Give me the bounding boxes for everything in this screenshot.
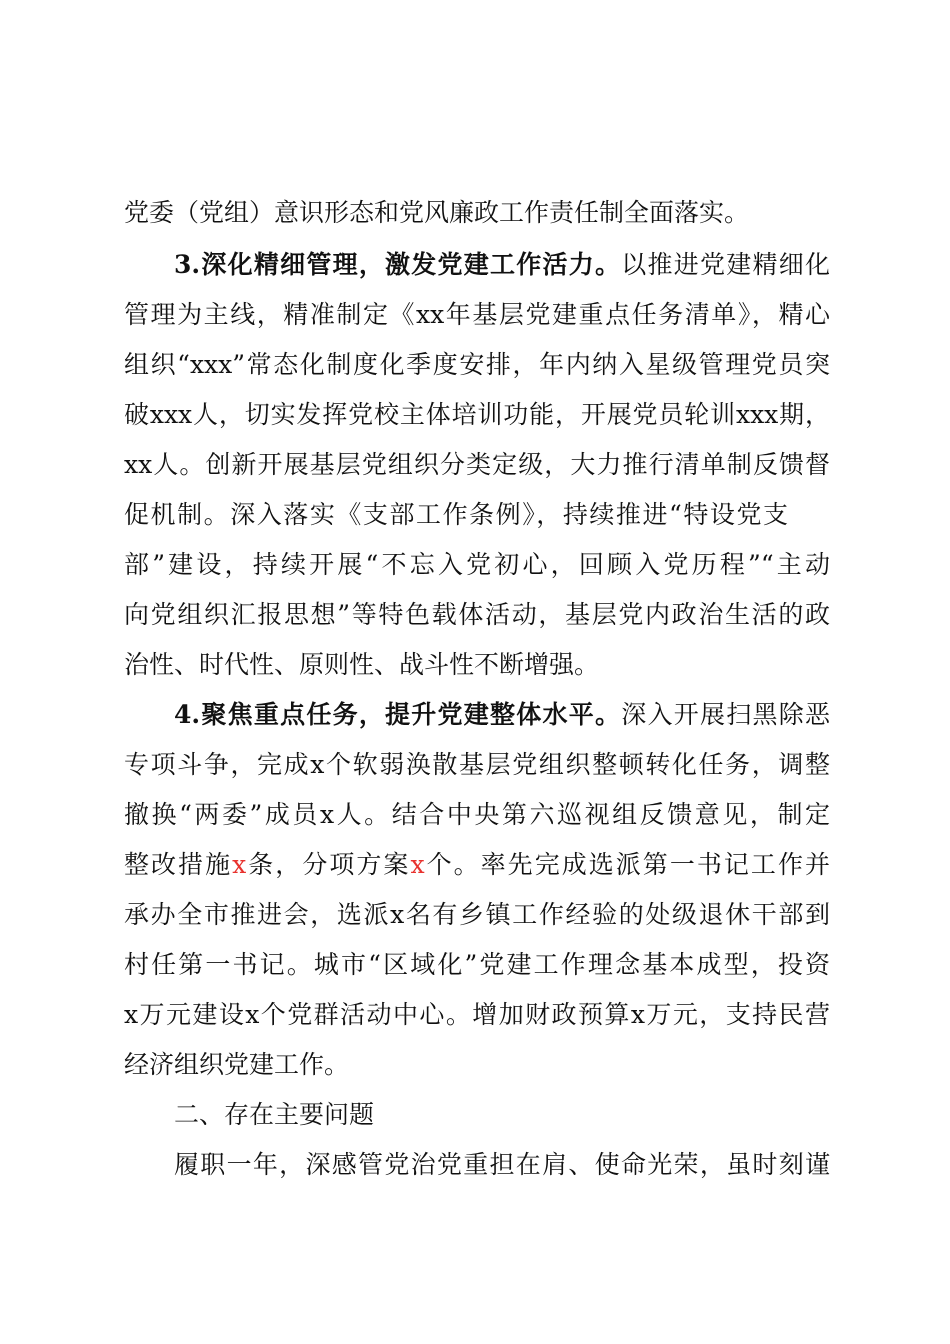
paragraph-line: 治性、时代性、原则性、战斗性不断增强。 <box>124 650 600 679</box>
paragraph-line: 管理为主线，精准制定《xx年基层党建重点任务清单》，精心 <box>124 300 830 329</box>
paragraph-line: xx人。创新开展基层党组织分类定级，大力推行清单制反馈督 <box>124 450 830 479</box>
paragraph-line: x万元建设x个党群活动中心。增加财政预算x万元，支持民营 <box>124 1000 830 1029</box>
paragraph-line: 向党组织汇报思想”等特色载体活动，基层党内政治生活的政 <box>124 600 830 629</box>
text-run: 个。率先完成选派第一书记工作并 <box>424 850 830 879</box>
paragraph-line: 村任第一书记。城市“区域化”党建工作理念基本成型，投资 <box>124 950 830 979</box>
text-run: 整改措施 <box>124 850 233 879</box>
section-3-text: 以推进党建精细化 <box>621 250 830 279</box>
section-4-first-line <box>174 695 830 735</box>
paragraph-line: 促机制。深入落实《支部工作条例》，持续推进“特设党支 <box>124 500 788 529</box>
paragraph-line: 破xxx人，切实发挥党校主体培训功能，开展党员轮训xxx期， <box>124 400 830 429</box>
paragraph-line: 经济组织党建工作。 <box>124 1050 350 1079</box>
text-run: 条，分项方案 <box>246 850 411 879</box>
paragraph-line: 部”建设，持续开展“不忘入党初心，回顾入党历程”“主动 <box>124 550 830 579</box>
paragraph-line: 撤换“两委”成员x人。结合中央第六巡视组反馈意见，制定 <box>124 800 830 829</box>
paragraph-line: 承办全市推进会，选派x名有乡镇工作经验的处级退休干部到 <box>124 900 830 929</box>
section-3-first-line <box>174 245 830 285</box>
section-heading: 二、存在主要问题 <box>174 1100 375 1129</box>
section-4-title: 4.聚焦重点任务，提升党建整体水平。 <box>174 700 622 729</box>
red-placeholder: x <box>232 850 247 879</box>
red-placeholder: x <box>410 850 425 879</box>
section-3-title: 3.深化精细管理，激发党建工作活力。 <box>174 250 622 279</box>
paragraph-line: 专项斗争，完成x个软弱涣散基层党组织整顿转化任务，调整 <box>124 750 830 779</box>
paragraph-line: 组织“xxx”常态化制度化季度安排，年内纳入星级管理党员突 <box>124 350 830 379</box>
paragraph-line: 履职一年，深感管党治党重担在肩、使命光荣，虽时刻谨 <box>174 1150 830 1179</box>
paragraph-line <box>124 845 830 885</box>
section-4-text: 深入开展扫黑除恶 <box>621 700 830 729</box>
paragraph-line: 党委（党组）意识形态和党风廉政工作责任制全面落实。 <box>124 198 750 227</box>
